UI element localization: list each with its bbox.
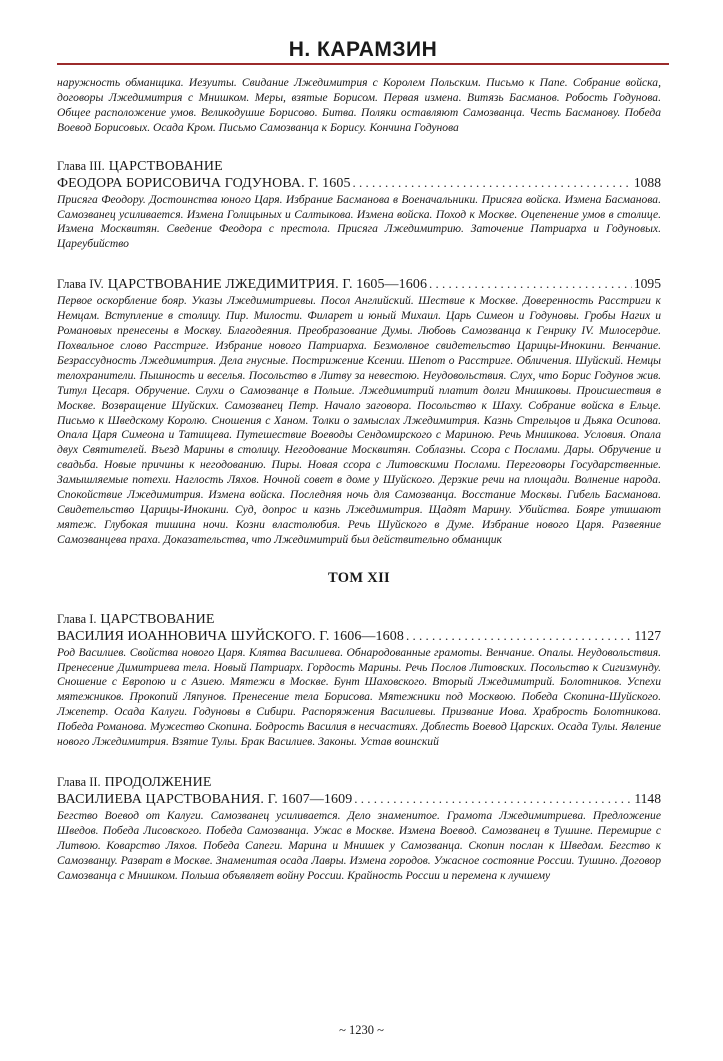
chapter-title-row	[57, 276, 661, 293]
toc-entry-chapter-3[interactable]	[57, 158, 661, 253]
page-footer	[0, 1023, 723, 1038]
dot-leader	[406, 628, 632, 644]
chapter-heading-row	[57, 774, 661, 791]
chapter-title-row	[57, 628, 661, 645]
chapter-page-number: 1148	[634, 791, 661, 806]
dot-leader	[353, 175, 632, 191]
chapter-title: ВАСИЛИЕВА ЦАРСТВОВАНИЯ. Г. 1607—1609	[57, 792, 353, 807]
chapter-page-number: 1095	[633, 276, 661, 292]
toc-entry-vol12-chapter-2[interactable]	[57, 774, 661, 884]
chapter-title: ЦАРСТВОВАНИЕ ЛЖЕДИМИТРИЯ. Г. 1605—1606	[107, 277, 428, 293]
chapter-label: Глава I.	[57, 611, 97, 626]
page-number: ~ 1230 ~	[339, 1023, 384, 1037]
chapter-title-row	[57, 791, 661, 808]
author-header: Н. КАРАМЗИН	[288, 38, 438, 61]
dot-leader	[354, 791, 632, 807]
chapter-heading-row	[57, 611, 661, 628]
chapter-title: ВАСИЛИЯ ИОАННОВИЧА ШУЙСКОГО. Г. 1606—1608	[57, 628, 404, 644]
chapter-summary: Присяга Феодору. Достоинства юного Царя. Избрание Басманова в Военачальники. Присяга войска. Измена Басманова. Самозванец усиливается. Измена Голицыных и Салтыкова. Измена войска. Поход к Москве. Оцепенение умов в столице. Измена Москвитян. Сведение Феодора с престола. Присяга Лжедимитрию. Заточение Патриарха и Годуновых. Цареубийство	[57, 192, 661, 251]
chapter-label: Глава IV.	[57, 277, 104, 292]
chapter-label: Глава III.	[57, 158, 105, 173]
chapter-heading: ЦАРСТВОВАНИЕ	[108, 158, 223, 174]
chapter-heading: ЦАРСТВОВАНИЕ	[100, 611, 215, 627]
toc-entry-vol12-chapter-1[interactable]	[57, 611, 661, 750]
volume-title: ТОМ XII	[328, 569, 390, 586]
header-rule	[57, 63, 669, 65]
toc-content	[57, 76, 661, 884]
chapter-title-row	[57, 175, 661, 192]
chapter-heading: ПРОДОЛЖЕНИЕ	[104, 775, 212, 790]
chapter-page-number: 1088	[633, 174, 661, 190]
chapter-label: Глава II.	[57, 775, 101, 789]
chapter-title: ФЕОДОРА БОРИСОВИЧА ГОДУНОВА. Г. 1605	[57, 175, 351, 191]
chapter-heading-row	[57, 158, 661, 175]
intro-summary: наружность обманщика. Иезуиты. Свидание Лжедимитрия с Королем Польским. Письмо к Папе. Собрание войска, договоры Лжедимитрия с Мнишком. Меры, взятые Борисом. Первая измена. Витязь Басманов. Робость Годунова. Общее расположение умов. Великодушие Борисово. Битва. Поляки оставляют Самозванца. Честь Басманову. Победа Воевод Борисовых. Осада Кром. Письмо Самозванца к Борису. Кончина Годунова	[57, 76, 661, 134]
dot-leader	[429, 276, 632, 292]
chapter-summary: Бегство Воевод от Калуги. Самозванец усиливается. Дело знаменитое. Грамота Лжедимитриева. Предложение Шведов. Победа Лисовского. Победа Самозванца. Ужас в Москве. Измена Воевод. Самозванец в Тушине. Перемирие с Литвою. Коварство Ляхов. Победа Сапеги. Марина и Мнишек у Самозванца. Скопин послан к Шведам. Бегство к Самозванцу. Разврат в Москве. Знаменитая осада Лавры. Измена городов. Ужасное состояние России. Тушино. Договор Самозванца с Мнишком. Польша объявляет войну России. Крайность России и перемена к лучшему	[57, 809, 661, 882]
chapter-page-number: 1127	[634, 627, 661, 643]
chapter-summary: Первое оскорбление бояр. Указы Лжедимитриевы. Посол Английский. Шествие к Москве. Доверенность Расстриги к Немцам. Вступление в столицу. Пир. Милости. Филарет и юный Михаил. Царь Симеон и Годуновы. Гробы Нагих и Романовых пренесены в Москву. Благодеяния. Преобразование Думы. Любовь Самозванца к Генрику IV. Милосердие. Похвальное слово Расстриге. Избрание нового Патриарха. Безмолвное свидетельство Царицы-Инокини. Венчание. Безрассудность Лжедимитрия. Дела гнусные. Пострижение Ксении. Шепот о Расстриге. Обличения. Шуйский. Немцы телохранители. Пышность и веселья. Посольство в Литву за невестою. Неудовольствия. Слух, что Борис Годунов жив. Титул Цесаря. Обручение. Слухи о Самозванце в Польше. Лжедимитрий платит долги Мнишковы. Происшествия в Москве. Возвращение Шуйских. Самозванец Петр. Начало заговора. Посольство к Шаху. Собрание войска в Ельце. Письмо к Шведскому Королю. Сношения с Ханом. Толки о замыслах Лжедимитрия. Казнь Стрельцов и Дьяка Осипова. Опала Царя Симеона и Татищева. Путешествие Воеводы Сендомирского с Мариною. Речь Мнишкова. Условия. Опала двух Святителей. Въезд Марины в столицу. Негодование Москвитян. Соблазны. Ссора с Послами. Дары. Обручение и свадьба. Новые причины к негодованию. Пиры. Новая ссора с Литовскими Послами. Переговоры Государственные. Замышляемые потехи. Наглость Ляхов. Ночной совет в доме у Шуйского. Дерзкие речи на площади. Волнение народа. Спокойствие Лжедимитрия. Измена войска. Последняя ночь для Самозванца. Восстание Москвы. Гибель Басманова. Свидетельство Царицы-Инокини. Суд, допрос и казнь Лжедимитрия. Щадят Марину. Убийства. Бояре утишают мятеж. Глубокая тишина ночи. Козни властолюбия. Речь Шуйского в Думе. Избрание нового Царя. Развеяние Самозванцева праха. Доказательства, что Лжедимитрий был действительно обманщик	[57, 294, 661, 546]
chapter-summary: Род Василиев. Свойства нового Царя. Клятва Василиева. Обнародованные грамоты. Венчание. Опалы. Неудовольствия. Пренесение Димитриева тела. Новый Патриарх. Гордость Марины. Речь Послов Литовских. Посольство к Сигизмунду. Сношение с Европою и с Азиею. Мятежи в Москве. Бунт Шаховского. Вторый Лжедимитрий. Болотников. Успехи мятежников. Прокопий Ляпунов. Пренесение тела Борисова. Мятежники под Москвою. Победа Скопина-Шуйского. Лжепетр. Осада Калуги. Годуновы в Сибири. Распоряжения Василиевы. Призвание Иова. Храбрость Болотникова. Победа Романова. Мужество Скопина. Бодрость Василия в несчастиях. Доблесть Воевод Царских. Осада Тулы. Явление нового Лжедимитрия. Взятие Тулы. Брак Василиев. Законы. Устав воинский	[57, 645, 661, 749]
toc-entry-chapter-4[interactable]	[57, 276, 661, 547]
running-header	[57, 38, 669, 64]
